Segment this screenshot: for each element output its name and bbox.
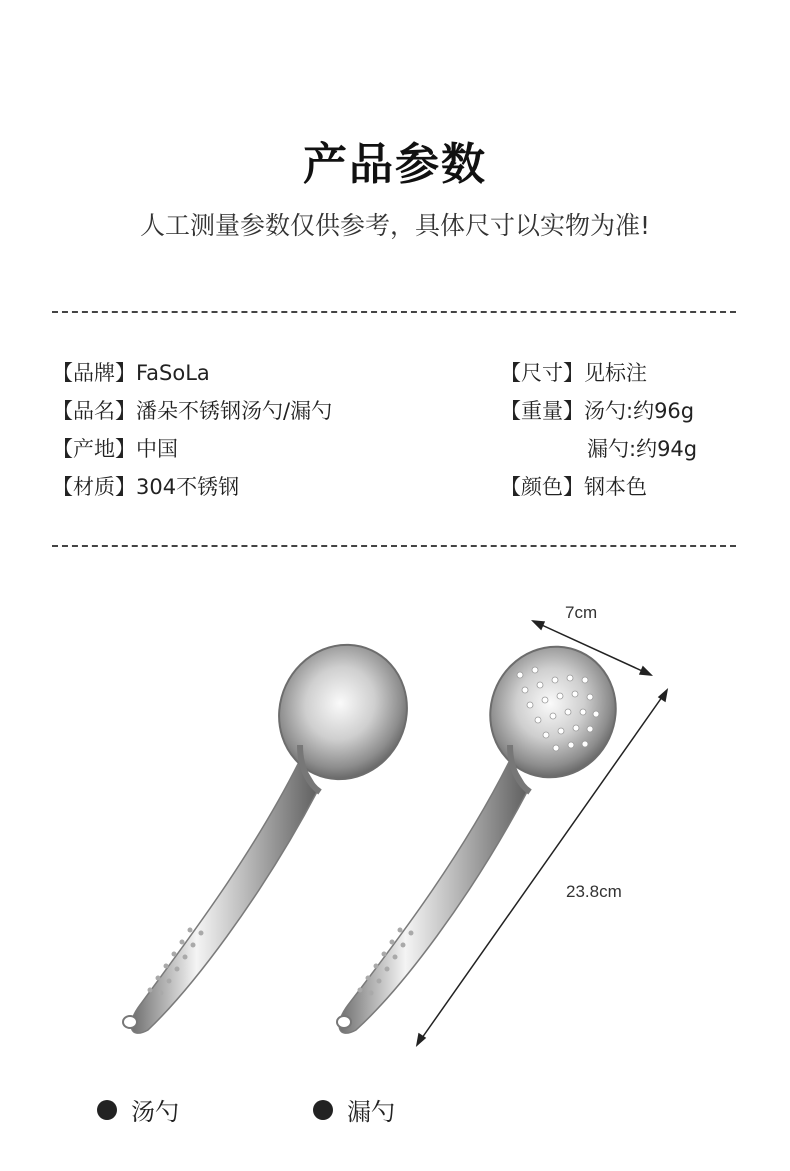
legend-item-skimmer	[313, 1092, 395, 1127]
divider-bottom	[52, 545, 736, 547]
spec-weight-2	[587, 433, 697, 463]
spec-size	[500, 357, 647, 387]
spec-material	[52, 471, 239, 501]
bullet-dot-icon	[313, 1100, 333, 1120]
spec-weight-label: 【重量】	[500, 399, 584, 423]
spec-weight-value: 汤勺:约96g	[584, 399, 695, 423]
spec-color	[500, 471, 647, 501]
spec-size-label: 【尺寸】	[500, 361, 584, 385]
spec-weight	[500, 395, 694, 425]
spec-color-label: 【颜色】	[500, 475, 584, 499]
legend-item-soup-ladle	[97, 1092, 179, 1127]
spec-product-name-value: 潘朵不锈钢汤勺/漏勺	[136, 399, 333, 423]
spec-weight-2-value: 漏勺:约94g	[587, 437, 698, 461]
spec-product-name	[52, 395, 332, 425]
spec-product-name-label: 【品名】	[52, 399, 136, 423]
spec-material-value: 304不锈钢	[136, 475, 240, 499]
spec-origin-value: 中国	[136, 437, 178, 461]
dimension-width-label: 7cm	[565, 603, 598, 622]
legend-label: 汤勺	[131, 1098, 179, 1126]
dimension-length-label: 23.8cm	[566, 882, 622, 901]
spec-size-value: 见标注	[584, 361, 647, 385]
page-title: 产品参数	[303, 139, 487, 190]
spec-brand	[52, 357, 210, 387]
spec-brand-value: FaSoLa	[136, 361, 210, 385]
spec-origin	[52, 433, 178, 463]
spec-material-label: 【材质】	[52, 475, 136, 499]
spec-color-value: 钢本色	[584, 475, 647, 499]
product-photo	[0, 590, 790, 1070]
spec-origin-label: 【产地】	[52, 437, 136, 461]
divider-top	[52, 311, 736, 313]
page-subtitle: 人工测量参数仅供参考，具体尺寸以实物为准!	[139, 211, 651, 240]
legend-label: 漏勺	[347, 1098, 395, 1126]
bullet-dot-icon	[97, 1100, 117, 1120]
spec-brand-label: 【品牌】	[52, 361, 136, 385]
